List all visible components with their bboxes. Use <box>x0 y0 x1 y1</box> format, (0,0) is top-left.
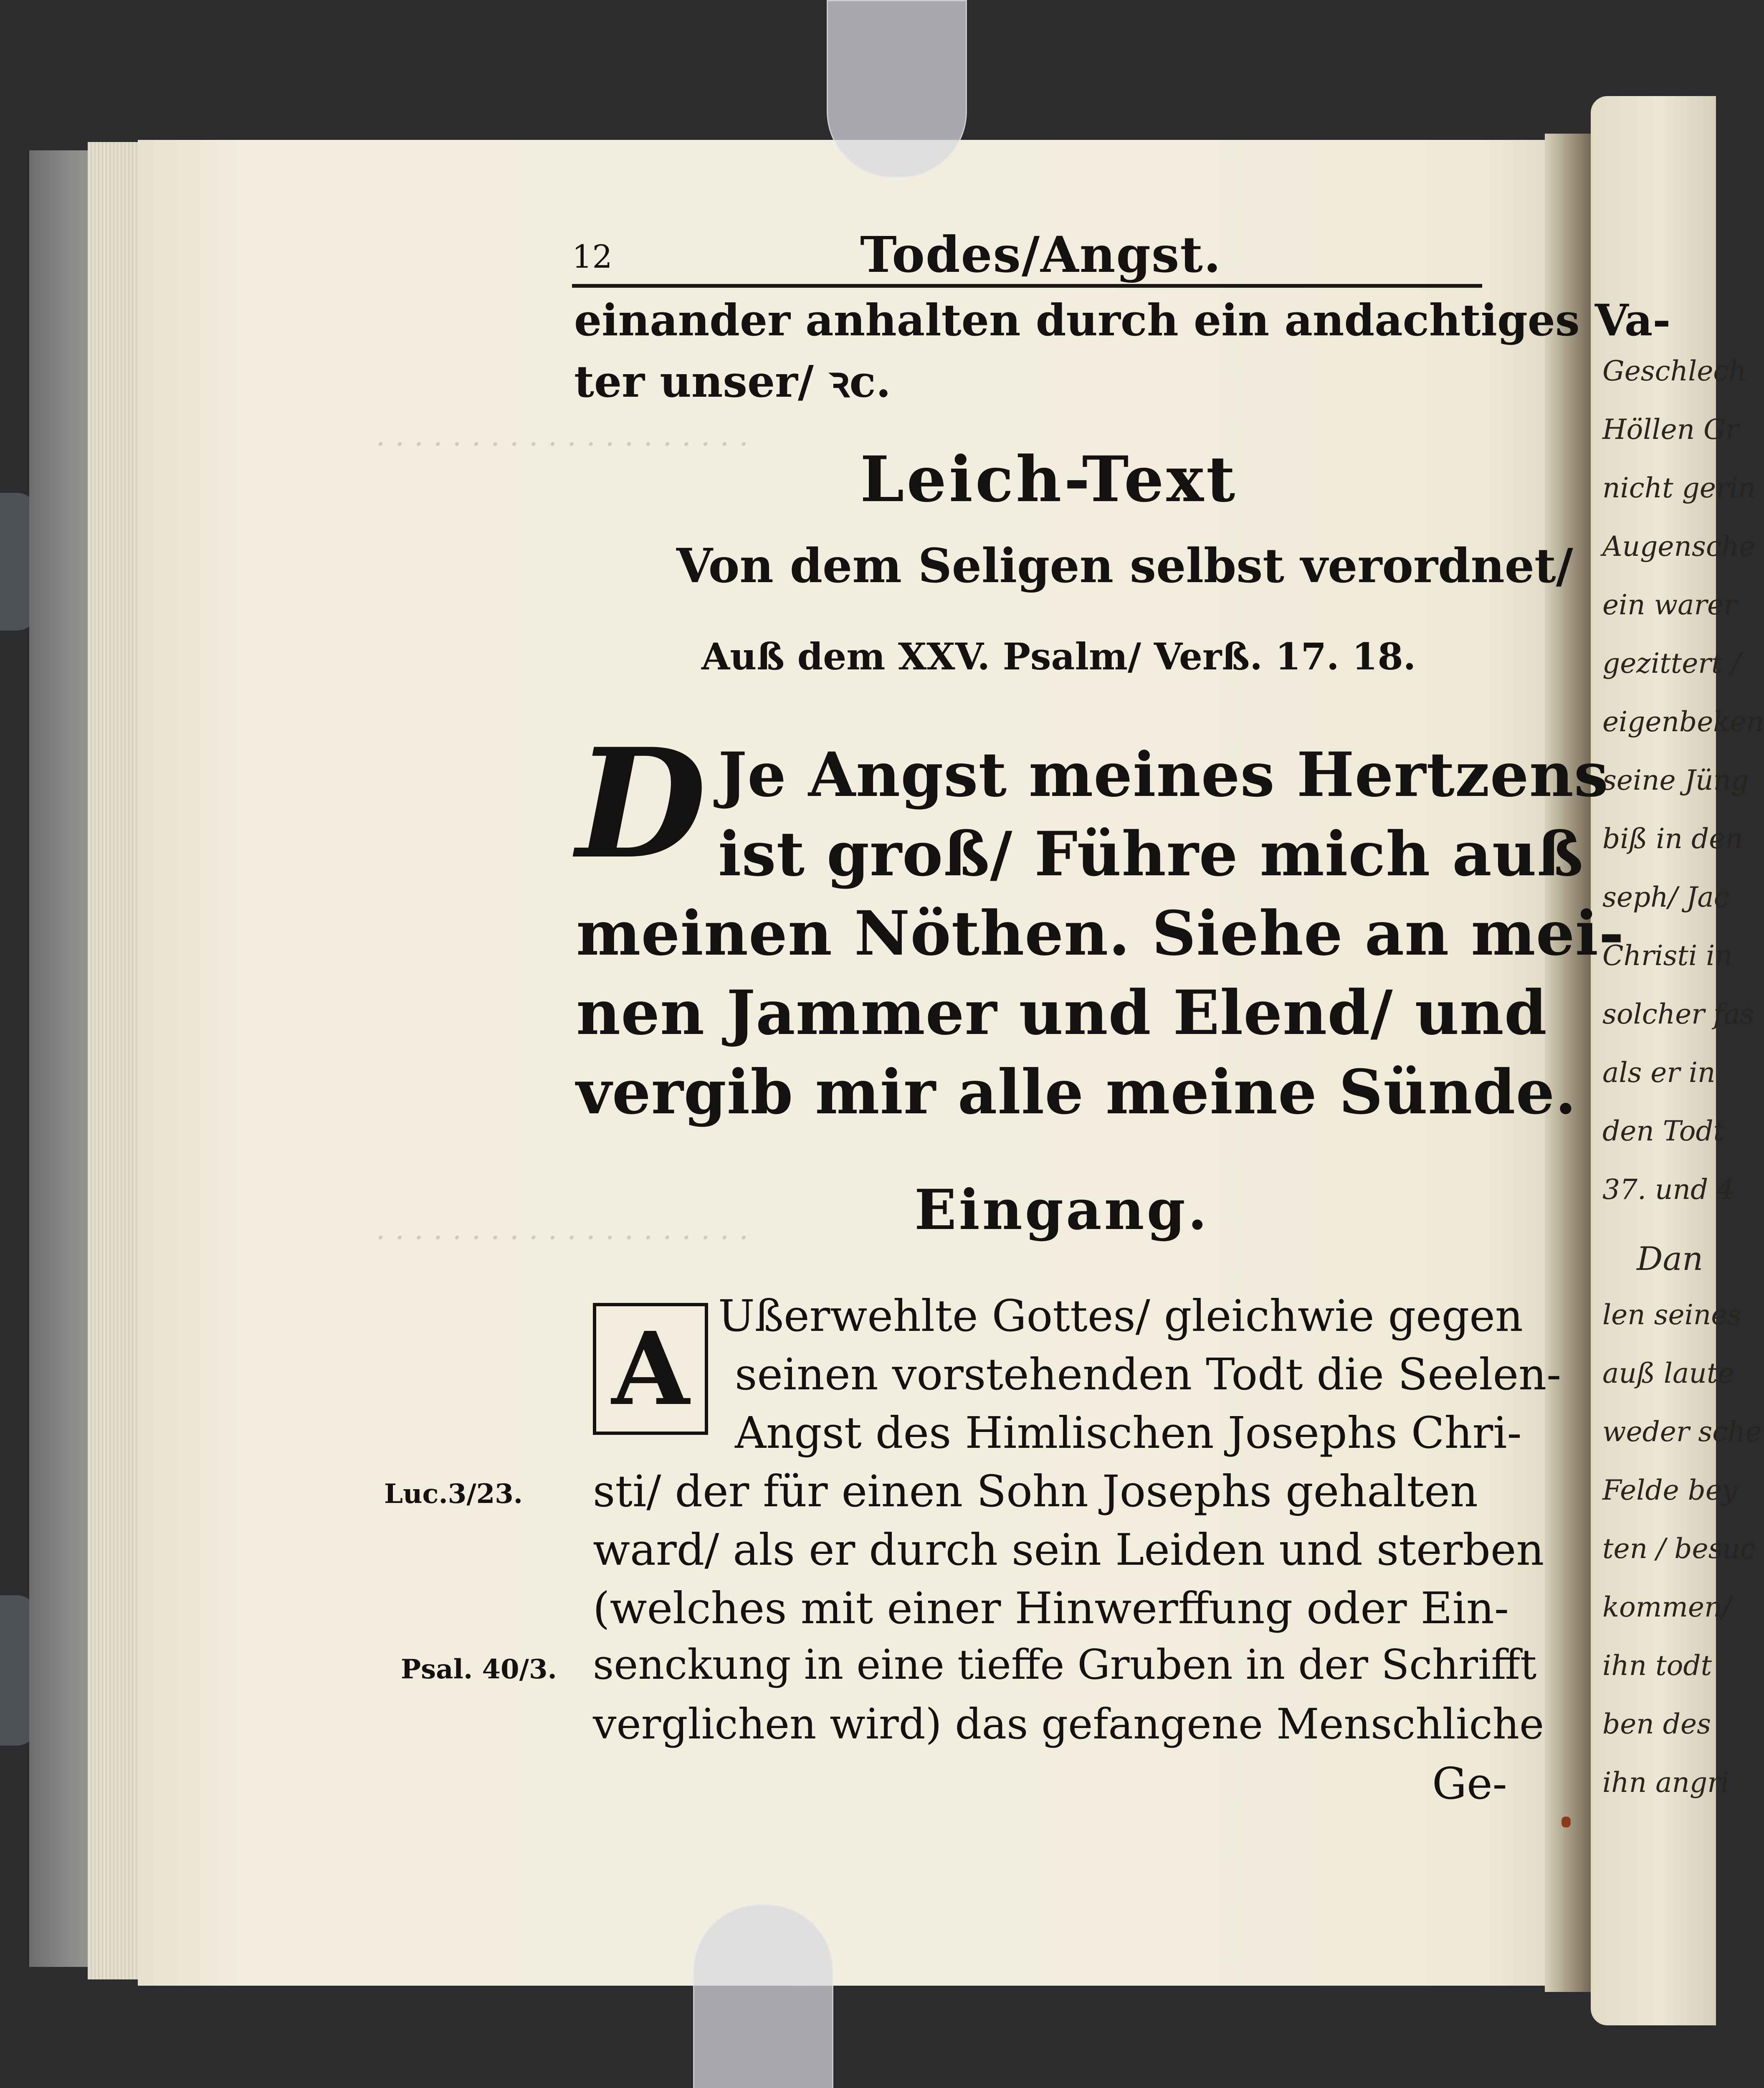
entry-line-4: sti/ der für einen Sohn Josephs gehalten <box>593 1466 1478 1517</box>
next-page-line: len seines <box>1602 1299 1742 1331</box>
page-number: 12 <box>572 238 612 275</box>
entry-line-6: (welches mit einer Hinwerffung oder Ein- <box>593 1583 1509 1634</box>
bleed-through-text: . . . . . . . . . . . . . . . . . . . . <box>376 418 749 453</box>
next-page-line: ihn todt <box>1602 1650 1712 1682</box>
eingang-heading: Eingang. <box>914 1178 1210 1242</box>
decorated-initial-a: A <box>593 1303 708 1435</box>
next-page-line: weder sche <box>1602 1416 1762 1448</box>
entry-line-3: Angst des Himlischen Josephs Chri- <box>735 1407 1522 1458</box>
next-page-line: solcher fas <box>1602 998 1754 1030</box>
running-title: Todes/Angst. <box>860 226 1222 284</box>
entry-line-5: ward/ als er durch sein Leiden und sterben <box>593 1524 1544 1575</box>
next-page-line: Augensche <box>1602 530 1756 563</box>
entry-line-8: verglichen wird) das gefangene Menschliche <box>593 1700 1544 1748</box>
opening-line-2: ter unser/ ꝛc. <box>574 356 891 407</box>
next-page-line: Höllen Gr <box>1602 413 1739 446</box>
margin-note-luc: Luc.3/23. <box>384 1478 523 1510</box>
header-rule <box>572 284 1482 288</box>
subheading-verordnet: Von dem Seligen selbst verordnet/ <box>676 539 1573 593</box>
next-page-line: ein warer <box>1602 589 1737 621</box>
top-page-clamp <box>827 0 967 178</box>
next-page-line: ihn angri <box>1602 1766 1729 1799</box>
next-page-line: biß in den <box>1602 823 1743 855</box>
running-header <box>572 226 1482 292</box>
bleed-through-text: . . . . . . . . . . . . . . . . . . . . <box>376 1211 749 1246</box>
next-page-line: Christi in <box>1602 940 1733 972</box>
next-page-line: eigenbeken <box>1602 706 1764 738</box>
next-page-line: seph/ Jac <box>1602 881 1729 913</box>
margin-note-psal: Psal. 40/3. <box>401 1654 557 1685</box>
verse-line-2: ist groß/ Führe mich auß <box>718 818 1584 890</box>
next-page-line: kommen/ <box>1602 1591 1731 1623</box>
entry-line-7: senckung in eine tieffe Gruben in der Schrifft <box>593 1641 1537 1689</box>
next-page-edge <box>1591 96 1764 2025</box>
catchword: Ge- <box>1432 1758 1507 1809</box>
verse-line-5: vergib mir alle meine Sünde. <box>576 1057 1577 1128</box>
next-page-line: als er in <box>1602 1057 1716 1089</box>
next-page-line: gezittert / <box>1602 647 1741 679</box>
next-page-line: seine Jüng <box>1602 764 1749 796</box>
paper-stain <box>1562 1817 1571 1827</box>
verse-line-4: nen Jammer und Elend/ und <box>576 977 1547 1049</box>
next-page-line: Geschlech <box>1602 355 1746 387</box>
leich-text-heading: Leich-Text <box>860 443 1238 516</box>
bottom-page-clamp <box>693 1904 833 2088</box>
psalm-reference: Auß dem XXV. Psalm/ Verß. 17. 18. <box>701 635 1416 678</box>
decorated-initial-d: D <box>576 715 707 892</box>
next-page-line: ben des <box>1602 1708 1711 1740</box>
next-page-line: nicht gerin <box>1602 472 1756 504</box>
next-page-line: den Todt <box>1602 1115 1725 1147</box>
opening-line-1: einander anhalten durch ein andachtiges Va- <box>574 294 1671 346</box>
entry-line-1: Ußerwehlte Gottes/ gleichwie gegen <box>718 1290 1523 1341</box>
next-page-line: Dan <box>1637 1240 1703 1278</box>
next-page-line: Felde bey <box>1602 1474 1738 1506</box>
verse-line-3: meinen Nöthen. Siehe an mei- <box>576 898 1625 969</box>
next-page-line: auß laute <box>1602 1357 1734 1389</box>
next-page-line: 37. und 4 <box>1602 1173 1735 1206</box>
next-page-line: ten / besuc <box>1602 1533 1756 1565</box>
entry-line-2: seinen vorstehenden Todt die Seelen- <box>735 1349 1562 1400</box>
verse-line-1: Je Angst meines Hertzens <box>718 739 1609 811</box>
